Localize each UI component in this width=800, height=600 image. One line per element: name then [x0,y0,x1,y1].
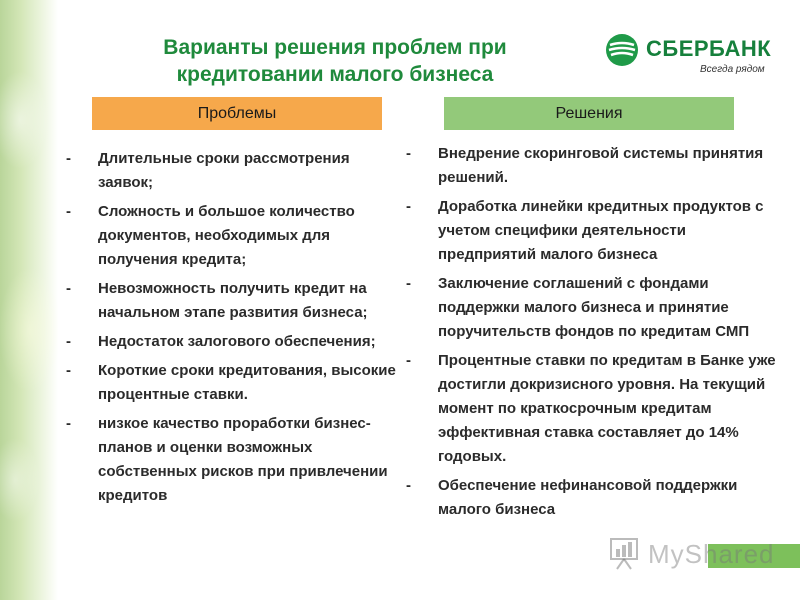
bullet: - [66,150,71,167]
watermark-text: MyShared [648,539,775,569]
bullet: - [406,275,411,292]
solutions-list [406,142,776,527]
problem-text: Недостаток залогового обеспечения; [98,333,376,350]
solution-item [406,272,776,344]
solution-text: Доработка линейки кредитных продуктов с учетом специфики деятельности предприятий малого бизнеса [438,198,764,263]
bullet: - [66,415,71,432]
solution-item [406,349,776,469]
sberbank-logo [604,32,774,82]
slide-title-line-1: Варианты решения проблем при [163,36,507,59]
solution-text: Процентные ставки по кредитам в Банке уже достигли докризисного уровня. На текущий момент по краткосрочным кредитам эффективная ставка составляет до 14% годовых. [438,352,776,465]
solution-text: Заключение соглашений с фондами поддержки малого бизнеса и принятие поручительств фондов по кредитам СМП [438,275,750,340]
problem-text: Сложность и большое количество документов, необходимых для получения кредита; [98,203,355,268]
problem-text: низкое качество проработки бизнес-планов и оценки возможных собственных рисков при привлечении кредитов [98,415,388,504]
bullet: - [406,352,411,369]
solution-text: Обеспечение нефинансовой поддержки малого бизнеса [438,477,738,518]
solution-item [406,142,776,190]
problem-item [66,147,406,195]
problem-item [66,330,406,354]
logo-name: СБЕРБАНК [646,36,772,61]
problems-list [66,147,406,513]
decorative-leaf-strip [0,0,58,600]
bullet: - [406,477,411,494]
bullet: - [66,203,71,220]
solution-text: Внедрение скоринговой системы принятия решений. [438,145,764,186]
problem-text: Короткие сроки кредитования, высокие процентные ставки. [98,362,396,403]
bullet: - [406,198,411,215]
solution-item [406,195,776,267]
slide-title [120,34,550,88]
slide-title-line-2: кредитовании малого бизнеса [176,63,494,86]
bar-chart-icon [608,535,640,571]
bullet: - [66,333,71,350]
bullet: - [66,362,71,379]
logo-tagline: Всегда рядом [700,64,765,75]
bullet: - [406,145,411,162]
solutions-header: Решения [444,97,734,130]
problem-text: Невозможность получить кредит на начальном этапе развития бизнеса; [98,280,368,321]
problem-item [66,359,406,407]
sberbank-logo-icon [604,32,640,68]
problem-text: Длительные сроки рассмотрения заявок; [98,150,350,191]
problems-header: Проблемы [92,97,382,130]
solution-item [406,474,776,522]
problem-item [66,412,406,508]
problem-item [66,200,406,272]
problem-item [66,277,406,325]
bullet: - [66,280,71,297]
